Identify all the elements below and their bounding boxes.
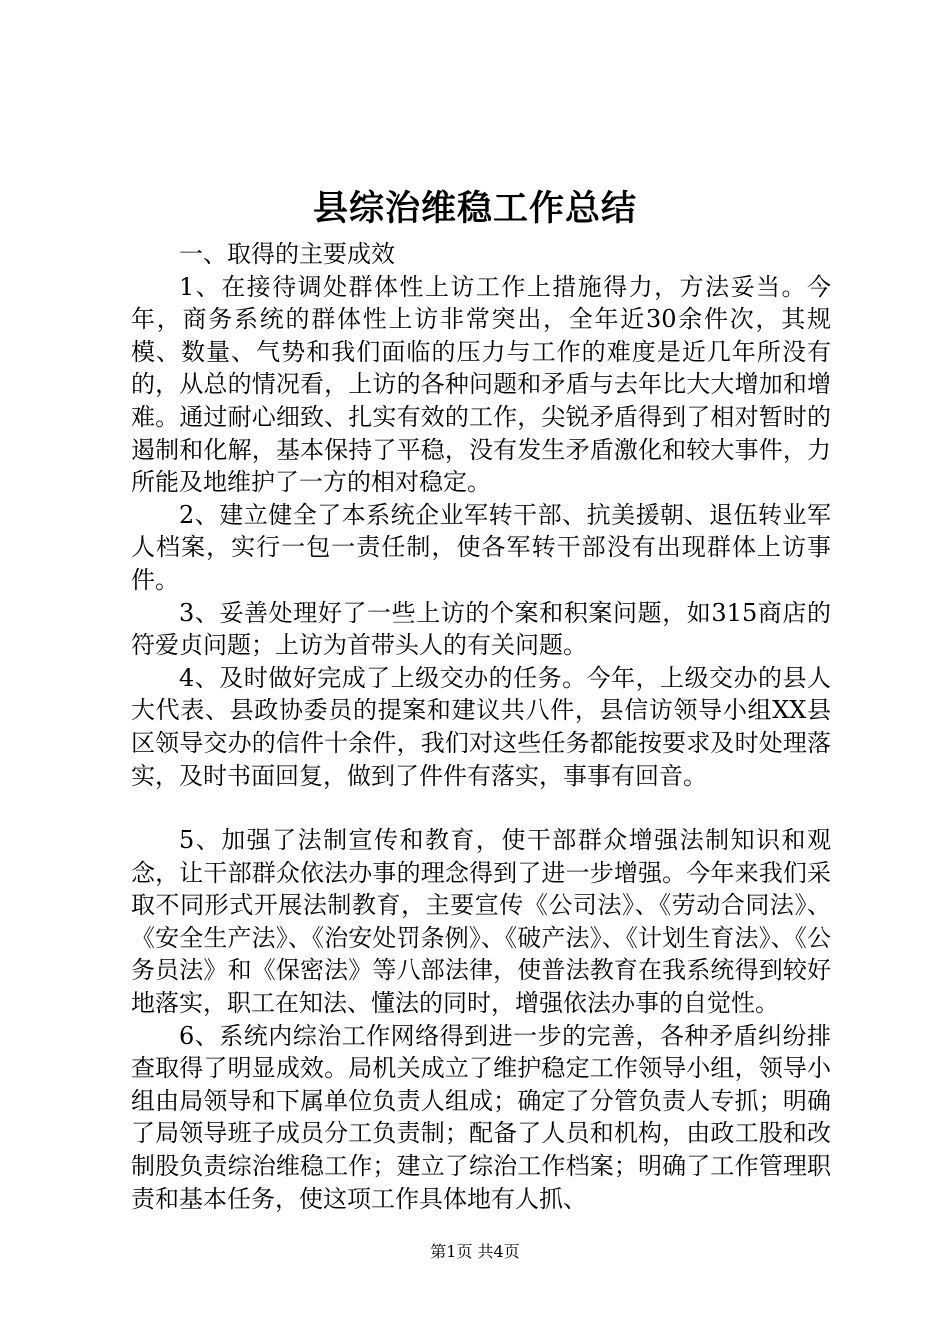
paragraph-2: 2、建立健全了本系统企业军转干部、抗美援朝、退伍转业军人档案，实行一包一责任制，使各军转干部没有出现群体上访事件。 [131,500,831,594]
page-footer: 第1页 共4页 [430,1242,520,1261]
document-body [131,238,831,1215]
paragraph-1: 1、在接待调处群体性上访工作上措施得力，方法妥当。今年，商务系统的群体性上访非常突出，全年近30余件次，其规模、数量、气势和我们面临的压力与工作的难度是近几年所没有的，从总的情况看，上访的各种问题和矛盾与去年比大大增加和增难。通过耐心细致、扎实有效的工作，尖锐矛盾得到了相对暂时的遏制和化解，基本保持了平稳，没有发生矛盾激化和较大事件，力所能及地维护了一方的相对稳定。 [131,272,831,497]
section-heading: 一、取得的主要成效 [179,240,395,268]
paragraph-5: 5、加强了法制宣传和教育，使干部群众增强法制知识和观念，让干部群众依法办事的理念得到了进一步增强。今年来我们采取不同形式开展法制教育，主要宣传《公司法》、《劳动合同法》、《安全生产法》、《治安处罚条例》、《破产法》、《计划生育法》、《公务员法》和《保密法》等八部法律，使普法教育在我系统得到较好地落实，职工在知法、懂法的同时，增强依法办事的自觉性。 [131,826,831,1018]
paragraph-3: 3、妥善处理好了一些上访的个案和积案问题，如315商店的符爱贞问题；上访为首带头人的有关问题。 [131,598,831,660]
paragraph-6: 6、系统内综治工作网络得到进一步的完善，各种矛盾纠纷排查取得了明显成效。局机关成立了维护稳定工作领导小组，领导小组由局领导和下属单位负责人组成；确定了分管负责人专抓；明确了局领导班子成员分工负责制；配备了人员和机构，由政工股和改制股负责综治维稳工作；建立了综治工作档案；明确了工作管理职责和基本任务，使这项工作具体地有人抓、 [131,1021,831,1213]
document-title: 县综治维稳工作总结 [312,188,637,229]
paragraph-4: 4、及时做好完成了上级交办的任务。今年，上级交办的县人大代表、县政协委员的提案和建议共八件，县信访领导小组XX县区领导交办的信件十余件，我们对这些任务都能按要求及时处理落实，及时书面回复，做到了件件有落实，事事有回音。 [131,663,831,790]
